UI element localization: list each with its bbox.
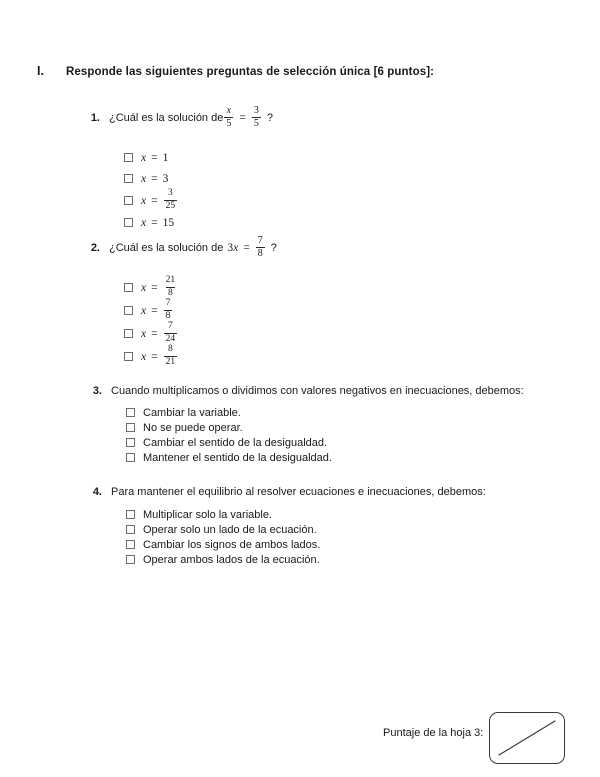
option-1-c-text: x = $\frac{3}{25}$ [141, 188, 176, 211]
checkbox-icon[interactable] [124, 306, 133, 315]
option-3-d-text: Mantener el sentido de la desigualdad. [143, 451, 332, 464]
fraction-rhs: $\frac{7}{8}$ [257, 234, 263, 259]
section-numeral: I. [37, 64, 44, 78]
option-3-b[interactable] [126, 420, 600, 435]
option-4-c[interactable] [126, 537, 600, 552]
option-fraction: $\frac{8}{21}$ [165, 344, 176, 367]
option-1-a-text: x = 1 [141, 151, 169, 164]
option-4-c-text: Cambiar los signos de ambos lados. [143, 538, 321, 551]
option-1-b[interactable] [124, 168, 600, 189]
option-1-c[interactable] [124, 189, 600, 212]
checkbox-icon[interactable] [126, 555, 135, 564]
option-fraction: $\frac{3}{25}$ [165, 188, 176, 211]
diagonal-slash-icon [490, 713, 564, 763]
option-3-c[interactable] [126, 435, 600, 450]
checkbox-icon[interactable] [124, 329, 133, 338]
question-1-text [109, 106, 273, 129]
checkbox-icon[interactable] [126, 510, 135, 519]
section-heading [37, 64, 434, 78]
checkbox-icon[interactable] [124, 174, 133, 183]
option-2-d-text: x = $\frac{8}{21}$ [141, 344, 176, 367]
question-2-text [109, 236, 277, 259]
option-1-b-text: x = 3 [141, 172, 169, 185]
question-1-suffix: ? [266, 111, 273, 124]
question-1 [0, 106, 600, 233]
question-2-options [0, 276, 600, 368]
fraction-lhs: $\frac{x}{5}$ [226, 104, 232, 129]
question-2-prefix: ¿Cuál es la solución de [109, 241, 224, 254]
option-3-a[interactable] [126, 405, 600, 420]
question-4-text: Para mantener el equilibrio al resolver ecuaciones e inecuaciones, debemos: [111, 486, 486, 498]
option-4-d[interactable] [126, 552, 600, 567]
question-3-text: Cuando multiplicamos o dividimos con valores negativos en inecuaciones, debemos: [111, 385, 524, 397]
question-1-prefix: ¿Cuál es la solución de [109, 111, 224, 124]
question-4-stem [0, 486, 600, 498]
option-3-b-text: No se puede operar. [143, 421, 243, 434]
option-2-b-text: x = $\frac{7}{8}$ [141, 298, 171, 321]
score-box[interactable] [489, 712, 565, 764]
question-4-options [0, 507, 600, 567]
checkbox-icon[interactable] [124, 153, 133, 162]
question-3-options [0, 405, 600, 465]
checkbox-icon[interactable] [124, 218, 133, 227]
checkbox-icon[interactable] [124, 283, 133, 292]
option-fraction: $\frac{21}{8}$ [165, 275, 176, 298]
question-2-stem [0, 236, 600, 259]
equals-sign: = [243, 241, 250, 254]
section-title: Responde las siguientes preguntas de selección única [6 puntos]: [66, 66, 435, 78]
option-1-a[interactable] [124, 147, 600, 168]
question-2-suffix: ? [270, 241, 277, 254]
option-4-d-text: Operar ambos lados de la ecuación. [143, 553, 320, 566]
checkbox-icon[interactable] [126, 540, 135, 549]
option-4-a-text: Multiplicar solo la variable. [143, 508, 272, 521]
option-1-d[interactable] [124, 212, 600, 233]
option-2-b[interactable] [124, 299, 600, 322]
checkbox-icon[interactable] [124, 352, 133, 361]
option-2-c-text: x = $\frac{7}{24}$ [141, 321, 176, 344]
question-1-equation [223, 106, 262, 129]
question-4-number: 4. [92, 486, 102, 498]
question-2-equation: 3 x = $\frac{7}{8}$ [227, 234, 263, 259]
question-3 [0, 385, 600, 465]
question-4 [0, 486, 600, 567]
option-4-b[interactable] [126, 522, 600, 537]
option-2-d[interactable] [124, 345, 600, 368]
checkbox-icon[interactable] [126, 408, 135, 417]
option-3-a-text: Cambiar la variable. [143, 406, 241, 419]
question-2-number: 2. [90, 241, 100, 254]
question-1-stem [0, 106, 600, 129]
question-1-number: 1. [90, 111, 100, 124]
checkbox-icon[interactable] [126, 525, 135, 534]
option-fraction: $\frac{7}{24}$ [165, 321, 176, 344]
option-4-b-text: Operar solo un lado de la ecuación. [143, 523, 317, 536]
option-2-c[interactable] [124, 322, 600, 345]
option-4-a[interactable] [126, 507, 600, 522]
question-2 [0, 236, 600, 368]
checkbox-icon[interactable] [124, 196, 133, 205]
option-2-a[interactable] [124, 276, 600, 299]
option-fraction: $\frac{7}{8}$ [165, 298, 171, 321]
question-3-number: 3. [92, 385, 102, 397]
option-3-d[interactable] [126, 450, 600, 465]
fraction-rhs: $\frac{3}{5}$ [253, 104, 259, 129]
checkbox-icon[interactable] [126, 453, 135, 462]
score-label: Puntaje de la hoja 3: [383, 727, 484, 739]
checkbox-icon[interactable] [126, 438, 135, 447]
option-2-a-text: x = $\frac{21}{8}$ [141, 275, 176, 298]
option-3-c-text: Cambiar el sentido de la desigualdad. [143, 436, 328, 449]
equals-sign: = [239, 111, 246, 124]
question-3-stem [0, 385, 600, 397]
option-1-d-text: x = 15 [141, 216, 175, 229]
checkbox-icon[interactable] [126, 423, 135, 432]
question-1-options [0, 147, 600, 233]
